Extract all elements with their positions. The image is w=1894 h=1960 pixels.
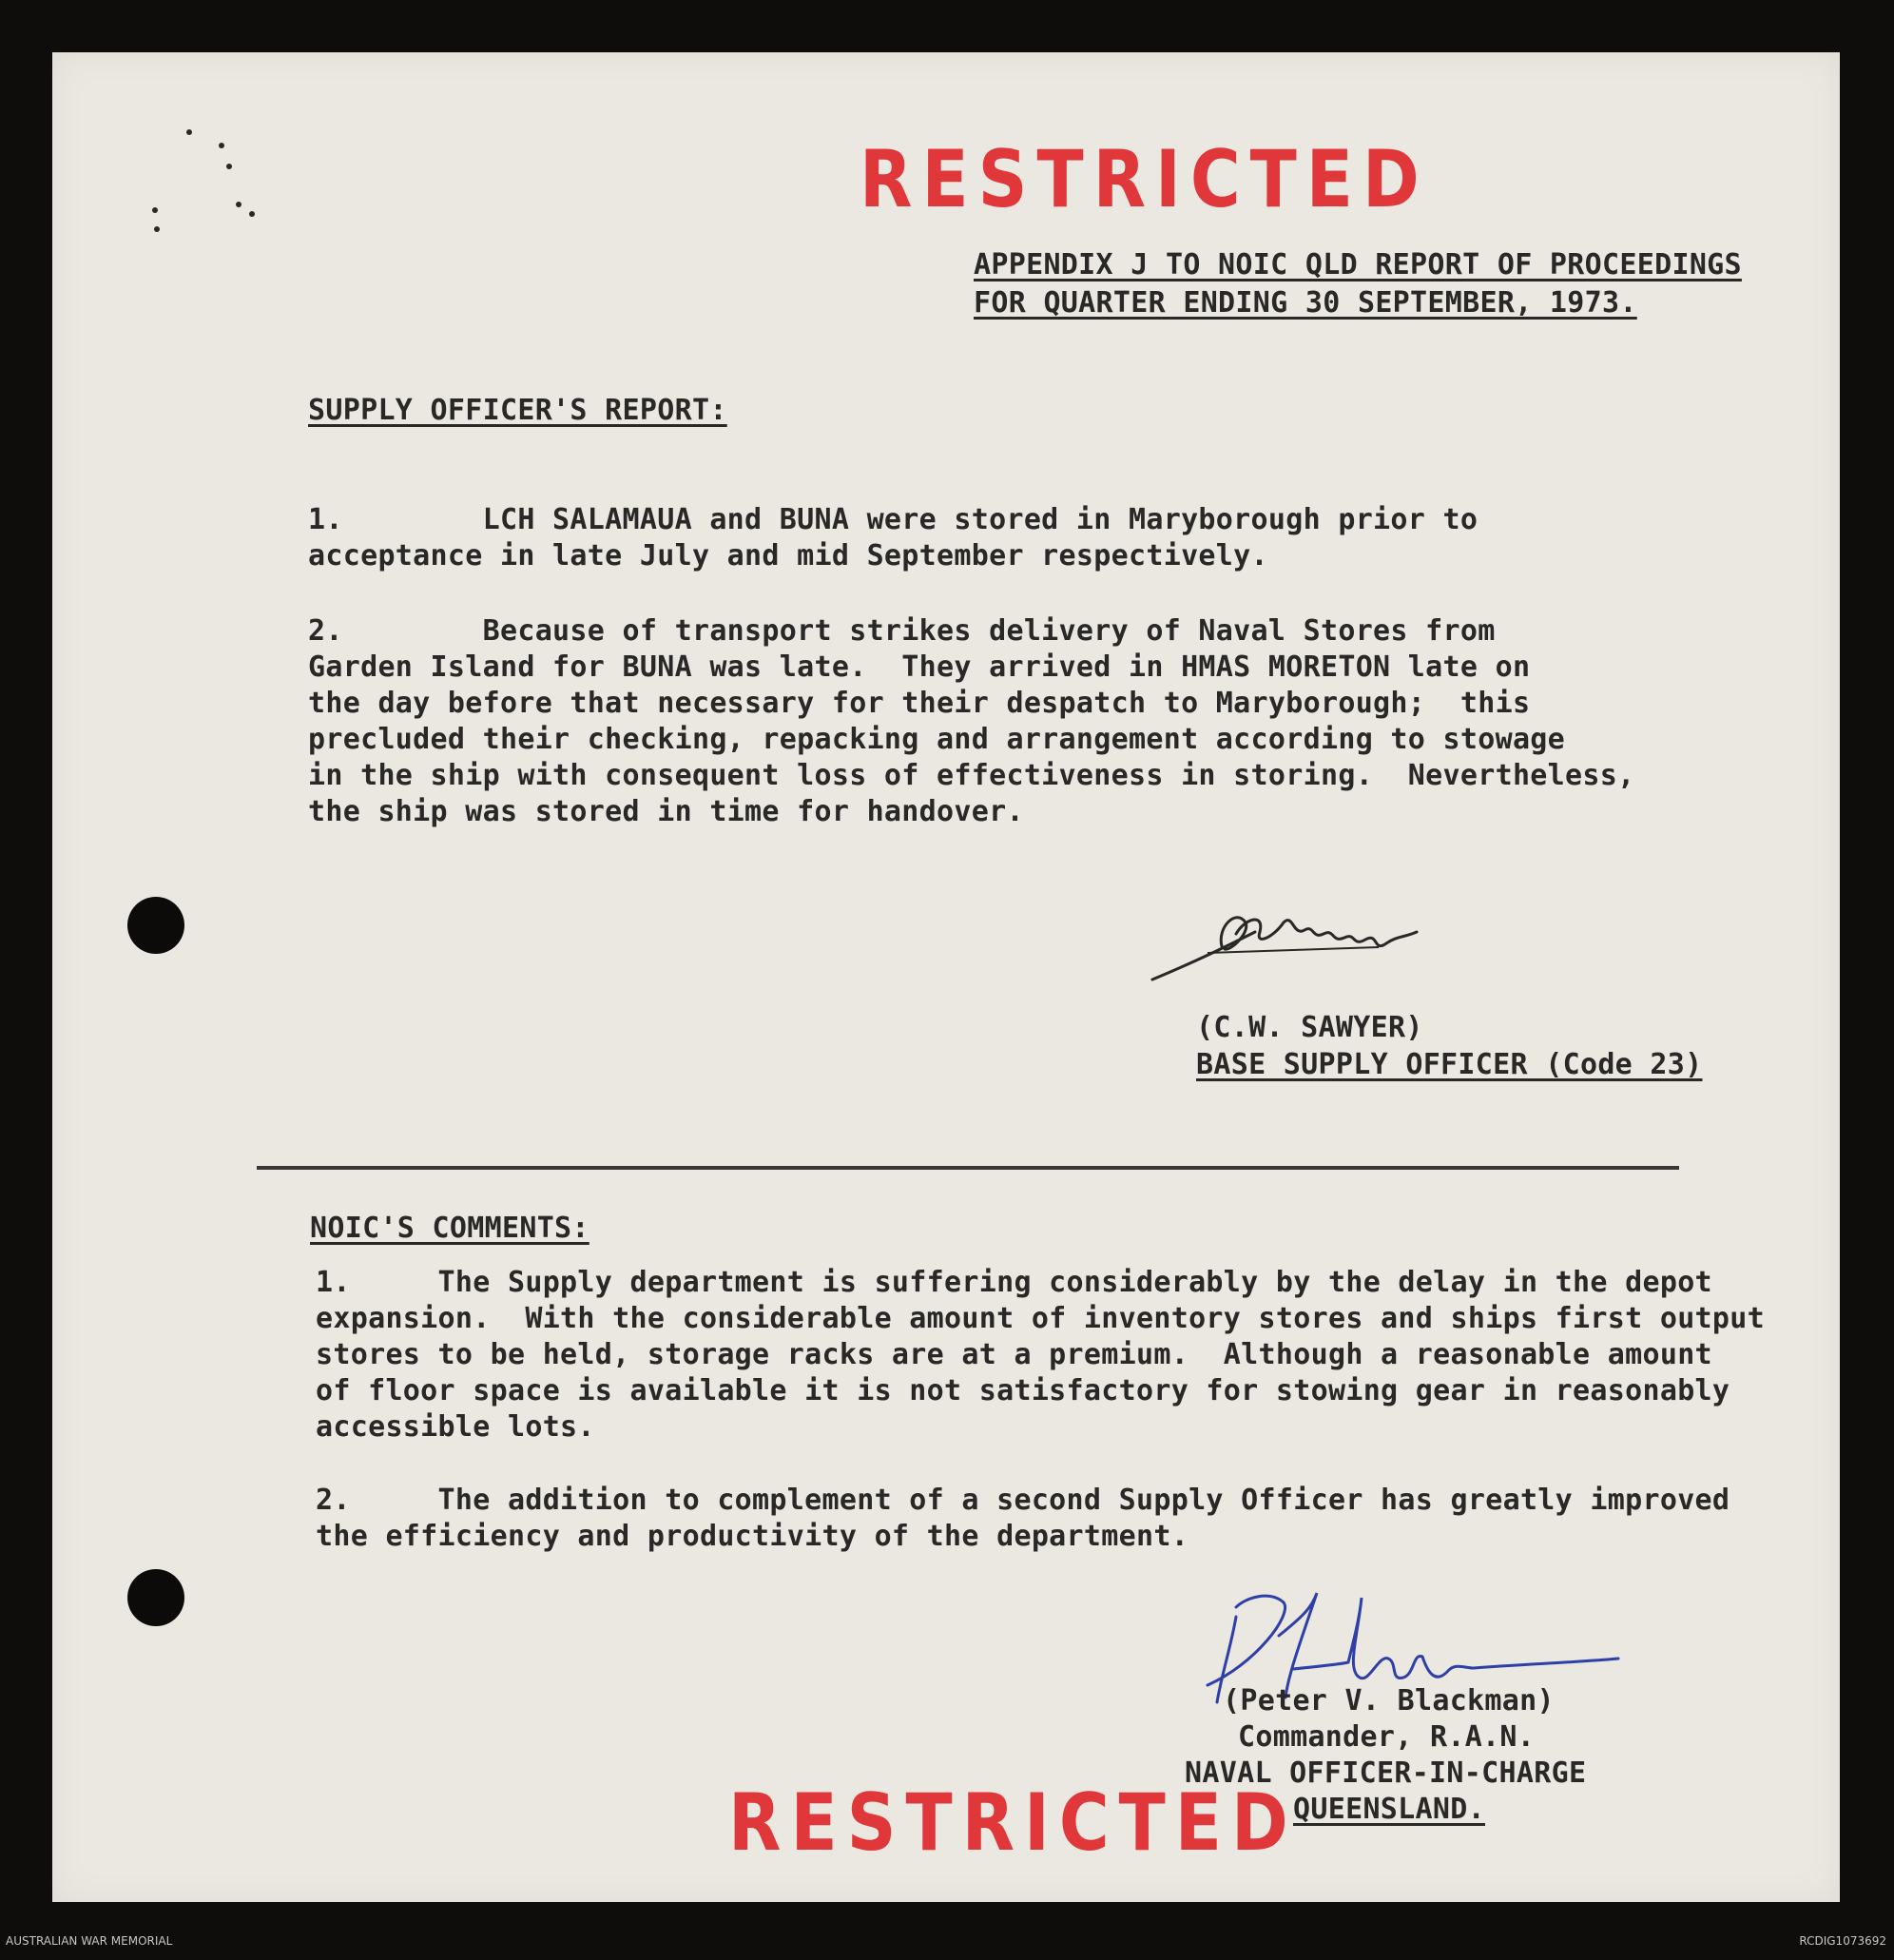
pin-mark [152, 207, 158, 213]
noic-para-1-line: of floor space is available it is not satisfactory for stowing gear in reasonably [316, 1374, 1730, 1407]
supply-para-2-line: the day before that necessary for their despatch to Maryborough; this [308, 687, 1531, 720]
restricted-stamp-top: RESTRICTED [860, 133, 1429, 225]
supply-para-2-line: the ship was stored in time for handover. [308, 795, 1024, 828]
noic-signatory-rank: Commander, R.A.N. [1238, 1720, 1536, 1754]
supply-para-2-line: precluded their checking, repacking and arrangement according to stowage [308, 723, 1566, 756]
noic-signatory-role: NAVAL OFFICER-IN-CHARGE [1185, 1756, 1587, 1790]
noic-comments-title: NOIC'S COMMENTS: [310, 1212, 589, 1245]
supply-para-1-line: 1. LCH SALAMAUA and BUNA were stored in Maryborough prior to [308, 503, 1478, 536]
noic-signatory-place: QUEENSLAND. [1293, 1793, 1485, 1826]
noic-para-1-line: 1. The Supply department is suffering considerably by the delay in the depot [316, 1266, 1712, 1299]
appendix-heading-line-2: FOR QUARTER ENDING 30 SEPTEMBER, 1973. [974, 286, 1637, 320]
noic-para-1-line: stores to be held, storage racks are at a premium. Although a reasonable amount [316, 1338, 1712, 1371]
section-divider [257, 1166, 1679, 1170]
supply-para-2-line: in the ship with consequent loss of effectiveness in storing. Nevertheless, [308, 759, 1635, 792]
punch-hole-lower [127, 1569, 184, 1626]
supply-signatory-name: (C.W. SAWYER) [1196, 1011, 1423, 1044]
supply-para-2-line: 2. Because of transport strikes delivery of Naval Stores from [308, 614, 1496, 648]
supply-signatory-title: BASE SUPPLY OFFICER (Code 23) [1196, 1048, 1703, 1081]
pin-mark [236, 202, 242, 207]
pin-mark [226, 164, 232, 169]
appendix-heading-line-1: APPENDIX J TO NOIC QLD REPORT OF PROCEEDINGS [974, 248, 1742, 281]
pin-mark [219, 143, 224, 148]
archive-footer-left: AUSTRALIAN WAR MEMORIAL [6, 1934, 173, 1948]
supply-para-2-line: Garden Island for BUNA was late. They arrived in HMAS MORETON late on [308, 650, 1531, 684]
punch-hole-upper [127, 897, 184, 954]
noic-para-1-line: expansion. With the considerable amount of inventory stores and ships first output [316, 1302, 1766, 1335]
noic-para-2-line: 2. The addition to complement of a second Supply Officer has greatly improved [316, 1484, 1730, 1517]
archive-footer-right: RCDIG1073692 [1799, 1934, 1886, 1948]
restricted-stamp-bottom: RESTRICTED [728, 1776, 1298, 1869]
supply-para-1-line: acceptance in late July and mid September respectively. [308, 539, 1268, 572]
pin-mark [186, 129, 192, 135]
pin-mark [154, 226, 160, 232]
supply-report-title: SUPPLY OFFICER'S REPORT: [308, 394, 727, 427]
signature-sawyer [1141, 894, 1483, 989]
noic-signatory-name: (Peter V. Blackman) [1223, 1684, 1555, 1717]
pin-mark [249, 211, 255, 217]
noic-para-1-line: accessible lots. [316, 1410, 595, 1444]
noic-para-2-line: the efficiency and productivity of the department. [316, 1520, 1189, 1553]
